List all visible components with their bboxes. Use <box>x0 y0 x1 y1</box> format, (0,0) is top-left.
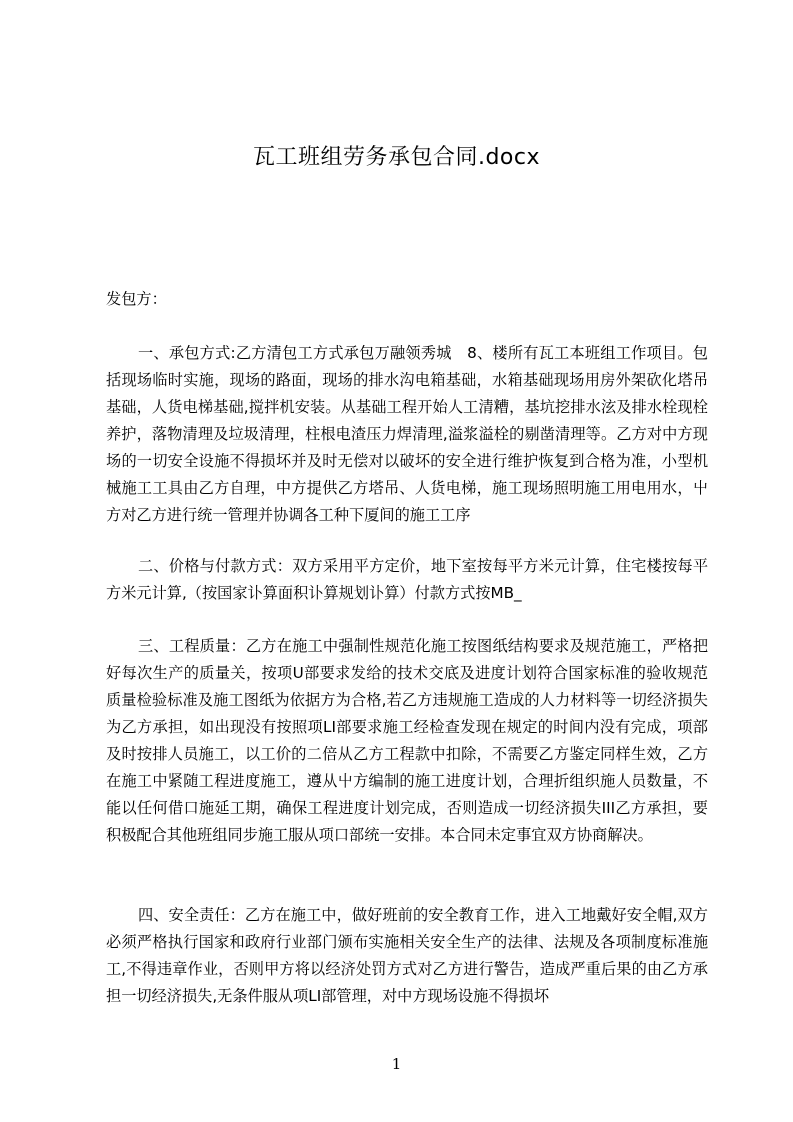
party-label: 发包方： <box>106 290 167 308</box>
document-title: 瓦工班组劳务承包合同.docx <box>252 145 541 170</box>
clause-safety: 四、安全责任：乙方在施工中，做好班前的安全教育工作，进入工地戴好安全帽,双方必须严格执行国家和政府行业部门颁布实施相关安全生产的法律、法规及各项制度标准施工,不得违章作业，否则甲方将以经济处罚方式对乙方进行警告，造成严重后果的由乙方承担一切经济损失,无条件服从项LI部管理，对中方现场设施不得损坏 <box>106 906 708 1005</box>
clause-contracting-method: 一、承包方式:乙方清包工方式承包万融领秀城 8、楼所有瓦工本班组工作项目。包括现场临时实施，现场的路面，现场的排水沟电箱基础，水箱基础现场用房外架砍化塔吊基础，人货电梯基础,搅拌机安装。从基础工程开始人工清糟，基坑挖排水泫及排水栓现栓养护，落物清理及垃圾清理，柱根电渣压力焊清理,溢浆溢栓的剔凿清理等。乙方对中方现场的一切安全设施不得损坏并及时无偿对以破坏的安全进行维护恢复到合格为准，小型机械施工工具由乙方自理，中方提供乙方塔吊、人货电梯，施工现场照明施工用电用水，屮方对乙方进行统一管理并协调各工种下厦间的施工工序 <box>106 344 708 524</box>
clause-quality: 三、工程质量：乙方在施工中强制性规范化施工按图纸结构要求及规范施工，严格把好每次生产的质量关，按项U部要求发给的技术交底及进度计划符合国家标准的验收规范质量检验标准及施工图纸为依据方为合格,若乙方违规施工造成的人力材料等一切经济损失为乙方承担，如出现没有按照项LI部要求施工经检查发现在规定的时间内没有完成，项部及时按排人员施工，以工价的二倍从乙方工程款中扣除，不需要乙方鉴定同样生效，乙方在施工中紧随工程进度施工，遵从屮方编制的施工进度计划，合理折组织施人员数量，不能以任何借口施延工期，确保工程进度计划完成，否则造成一切经济损失III乙方承担，要积极配合其他班组同步施工服从项口部统一安排。本合同未定事宜双方协商解决。 <box>106 637 708 844</box>
page-number: 1 <box>391 1055 402 1073</box>
clause-price-and-payment: 二、价格与付款方式：双方采用平方定价，地下室按每平方米元计算，住宅楼按每平方米元计算,（按国家讣算面积讣算规划讣算）付款方式按MB_ <box>106 557 708 602</box>
